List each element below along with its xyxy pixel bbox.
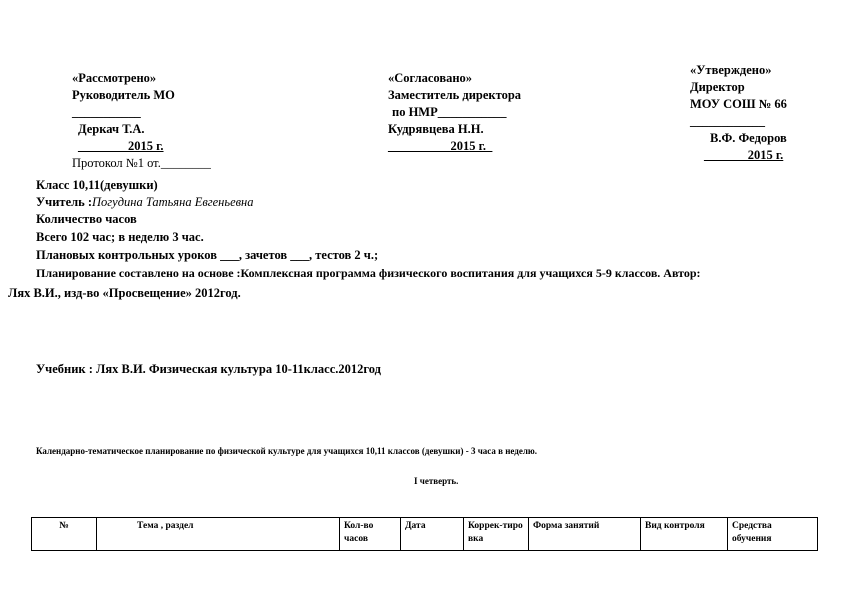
class-line: Класс 10,11(девушки) bbox=[36, 178, 158, 192]
teacher-line bbox=[36, 195, 254, 210]
approval-considered bbox=[72, 70, 211, 172]
approved-blank: ____________ bbox=[690, 114, 765, 128]
header-hours: Кол-во часов bbox=[340, 518, 401, 551]
agreed-dept: по НМР___________ bbox=[392, 105, 507, 119]
agreed-name: Кудрявцева Н.Н. bbox=[388, 122, 484, 136]
header-number: № bbox=[32, 518, 97, 551]
total-hours: Всего 102 час; в неделю 3 час. bbox=[36, 230, 204, 244]
approved-name: В.Ф. Федоров bbox=[710, 131, 787, 145]
schedule-table bbox=[31, 517, 818, 551]
table-header-row bbox=[32, 518, 818, 551]
approved-school: МОУ СОШ № 66 bbox=[690, 97, 787, 111]
approved-title: «Утверждено» bbox=[690, 63, 772, 77]
considered-blank: ___________ bbox=[72, 105, 141, 119]
header-topic: Тема , раздел bbox=[97, 518, 340, 551]
approved-date: _______2015 г. bbox=[704, 148, 784, 162]
planned-lessons: Плановых контрольных уроков ___, зачетов ___, тестов 2 ч.; bbox=[36, 248, 379, 262]
considered-date: ________2015 г. bbox=[78, 139, 164, 153]
considered-protocol: Протокол №1 от.________ bbox=[72, 156, 211, 170]
header-control: Вид контроля bbox=[641, 518, 728, 551]
teacher-name: Погудина Татьяна Евгеньевна bbox=[92, 195, 254, 209]
approval-approved bbox=[690, 62, 787, 164]
considered-title: «Рассмотрено» bbox=[72, 71, 157, 85]
header-date: Дата bbox=[401, 518, 464, 551]
agreed-date: __________2015 г._ bbox=[388, 139, 493, 153]
plan-title: Календарно-тематическое планирование по физической культуре для учащихся 10,11 классов (девушки) - 3 часа в неделю. bbox=[36, 446, 538, 456]
basis-line-2: Лях В.И., изд-во «Просвещение» 2012год. bbox=[8, 286, 241, 300]
approved-role: Директор bbox=[690, 80, 745, 94]
teacher-label: Учитель : bbox=[36, 195, 93, 209]
header-form: Форма занятий bbox=[529, 518, 641, 551]
agreed-role: Заместитель директора bbox=[388, 88, 522, 102]
basis-line-1: Планирование составлено на основе :Комплексная программа физического воспитания для учащихся 5-9 классов. Автор: bbox=[36, 266, 701, 280]
approval-agreed bbox=[388, 70, 521, 155]
considered-name: Деркач Т.А. bbox=[78, 122, 145, 136]
header-means: Средства обучения bbox=[728, 518, 818, 551]
hours-label: Количество часов bbox=[36, 212, 137, 226]
textbook-line: Учебник : Лях В.И. Физическая культура 10-11класс.2012год bbox=[36, 362, 381, 376]
considered-role: Руководитель МО bbox=[72, 88, 175, 102]
header-correction: Коррек-тировка bbox=[464, 518, 529, 551]
quarter-label: I четверть. bbox=[414, 476, 459, 486]
agreed-title: «Согласовано» bbox=[388, 71, 473, 85]
